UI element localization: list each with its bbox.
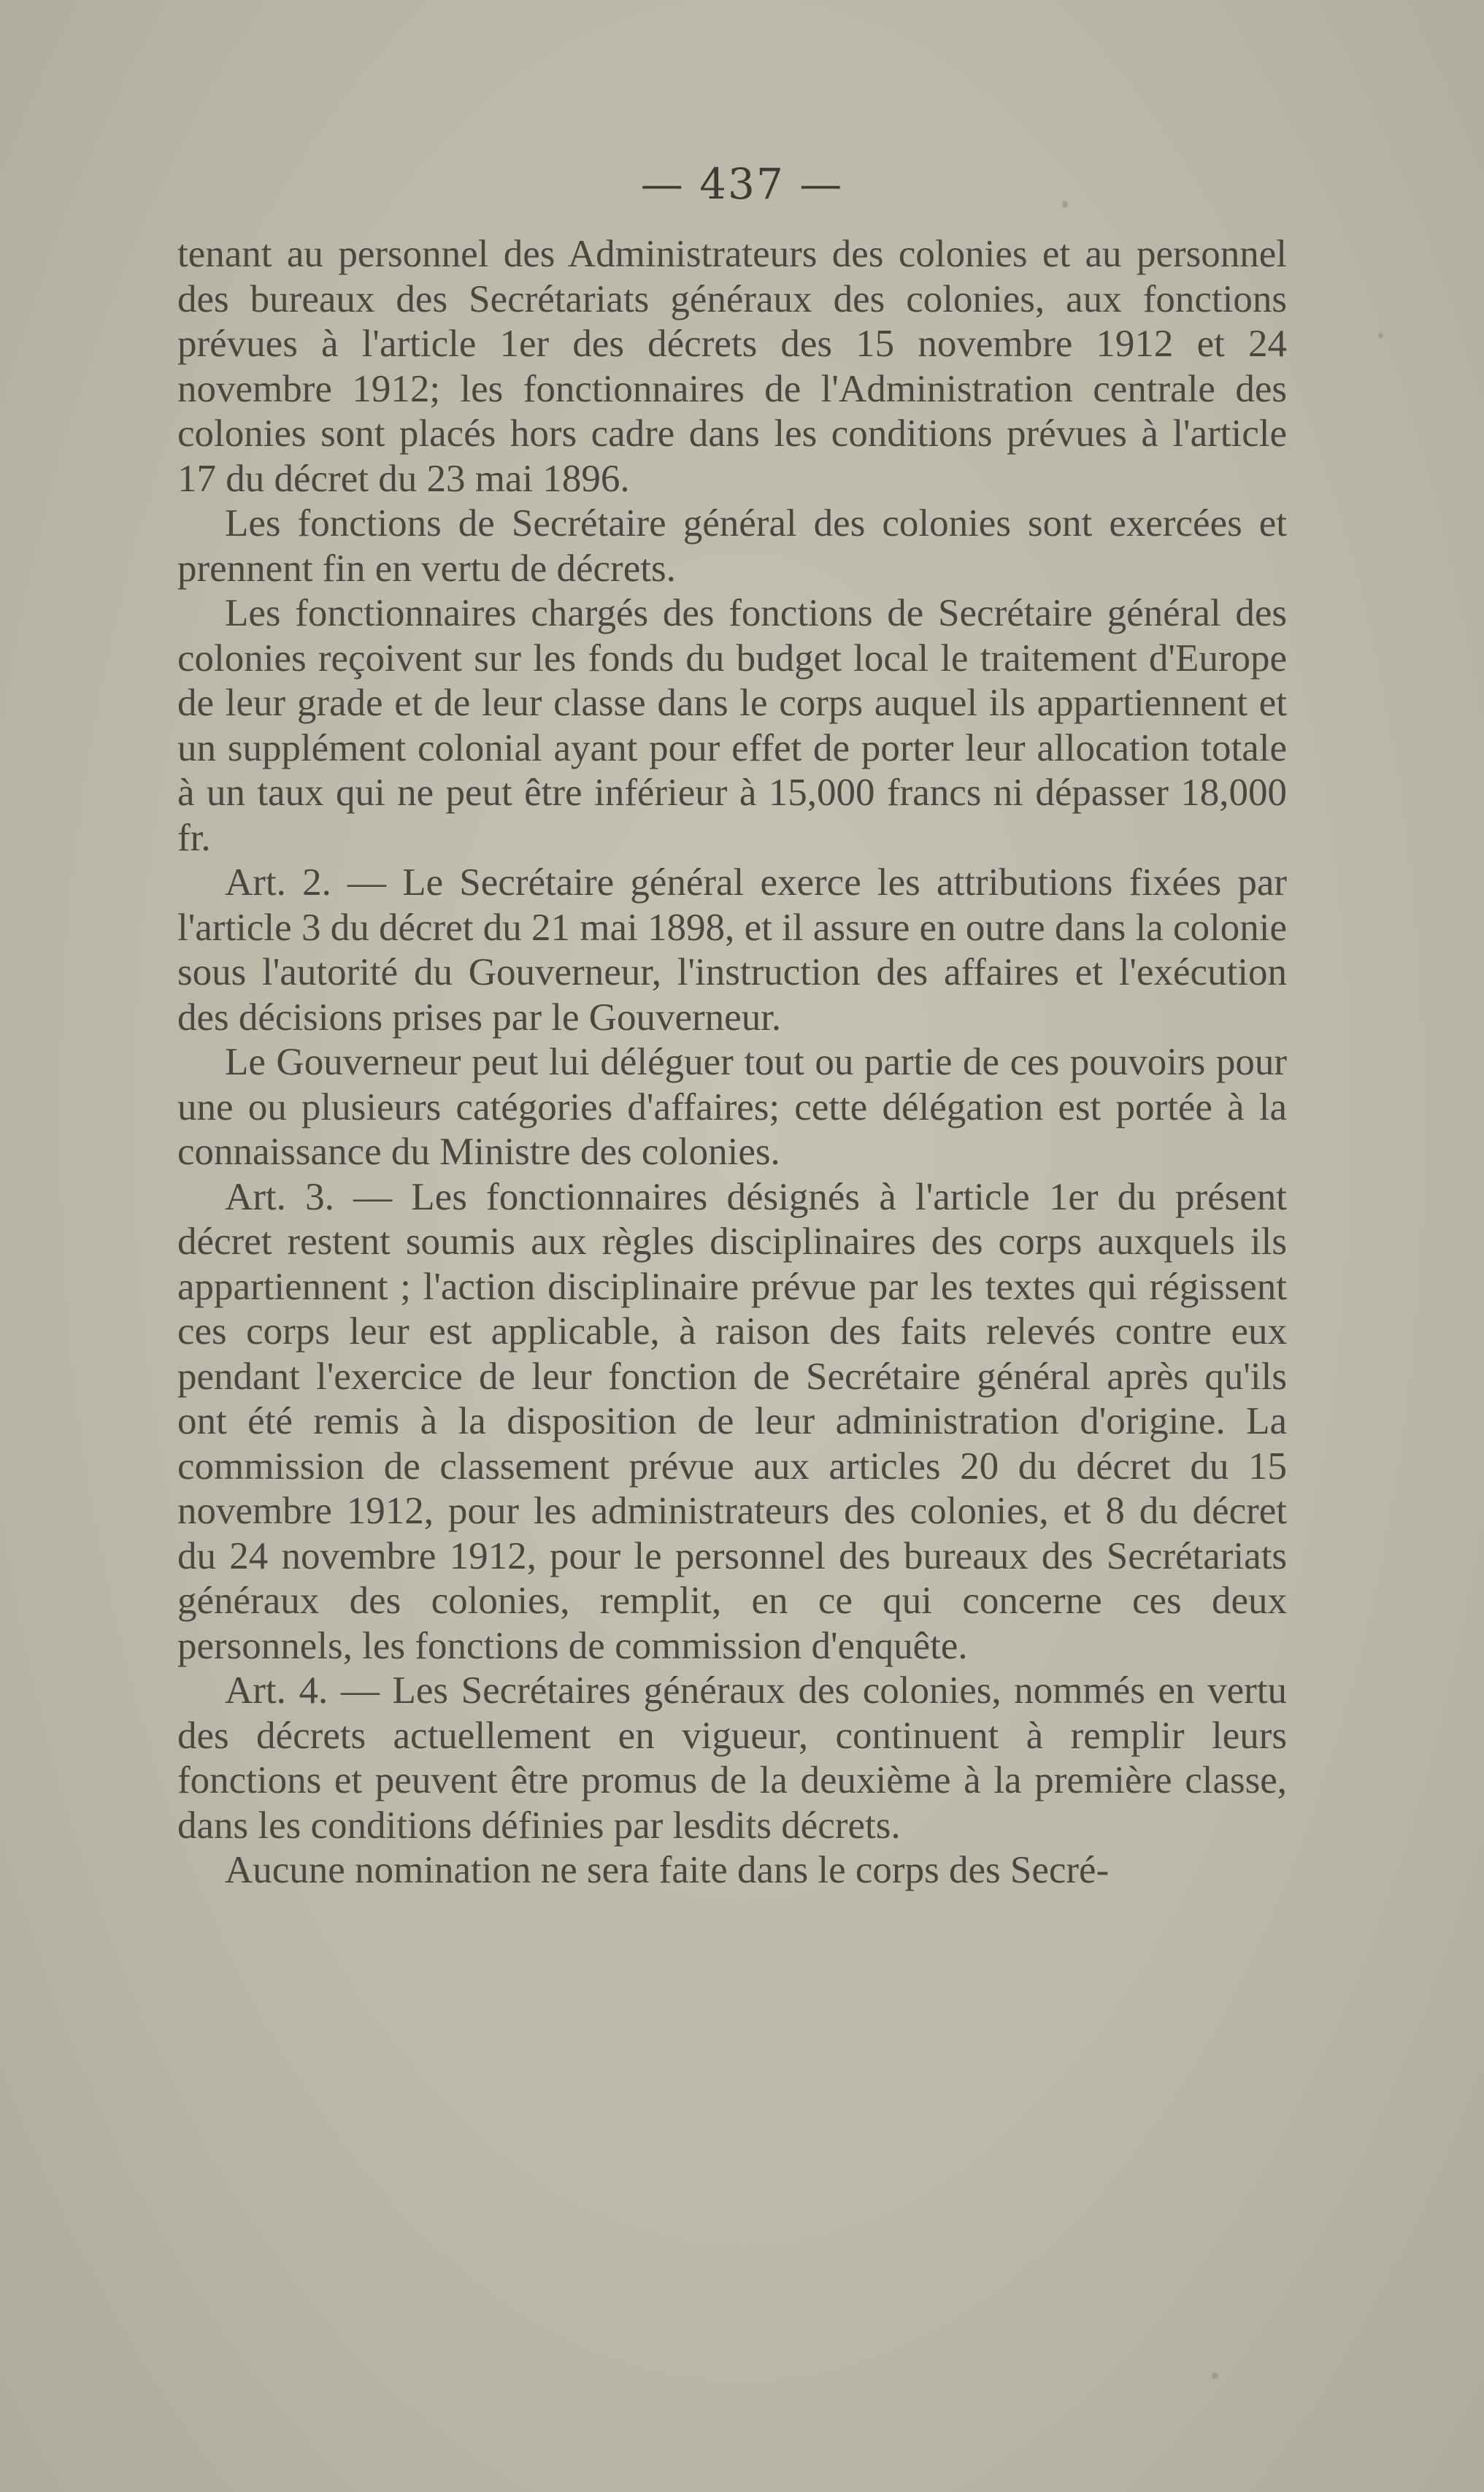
ink-speck (1212, 2372, 1218, 2379)
page-number: — 437 — (640, 159, 844, 209)
paragraph: Art. 4. — Les Secrétaires généraux des colonies, nommés en vertu des décrets actuellement en vigueur, continuent à remplir leurs fonctions et peuvent être promus de la deuxième à la première classe, dans les conditions définies par lesdits décrets. (177, 1669, 1287, 1847)
paragraph: Aucune nomination ne sera faite dans le corps des Secré- (225, 1849, 1110, 1891)
paragraph: Les fonctions de Secrétaire général des colonies sont exercées et prennent fin en vertu de décrets. (177, 502, 1287, 590)
paragraph: Art. 2. — Le Secrétaire général exerce les attributions fixées par l'article 3 du décret du 21 mai 1898, et il assure en outre dans la colonie sous l'autorité du Gouverneur, l'instruction des affaires et l'exécution des décisions prises par le Gouverneur. (177, 861, 1287, 1039)
ink-speck (1378, 332, 1383, 339)
paragraph: Art. 3. — Les fonctionnaires désignés à l'article 1er du présent décret restent soumis aux règles disciplinaires des corps auxquels ils appartiennent ; l'action disciplinaire prévue par les textes qui régissent ces corps leur est applicable, à raison des faits relevés contre eux pendant l'exercice de leur fonction de Secrétaire général après qu'ils ont été remis à la disposition de leur administration d'origine. La commission de classement prévue aux articles 20 du décret du 15 novembre 1912, pour les administrateurs des colonies, et 8 du décret du 24 novembre 1912, pour le personnel des bureaux des Secrétariats généraux des colonies, remplit, en ce qui concerne ces deux personnels, les fonctions de commission d'enquête. (177, 1175, 1287, 1667)
paragraph: tenant au personnel des Administrateurs des colonies et au personnel des bureaux des Secrétariats généraux des colonies, aux fonctions prévues à l'article 1er des décrets des 15 novembre 1912 et 24 novembre 1912; les fonctionnaires de l'Administration centrale des colonies sont placés hors cadre dans les conditions prévues à l'article 17 du décret du 23 mai 1896. (177, 233, 1287, 500)
body-text (177, 232, 1287, 1893)
paragraph: Le Gouverneur peut lui déléguer tout ou partie de ces pouvoirs pour une ou plusieurs catégories d'affaires; cette délégation est portée à la connaissance du Ministre des colonies. (177, 1041, 1287, 1173)
paragraph: Les fonctionnaires chargés des fonctions de Secrétaire général des colonies reçoivent sur les fonds du budget local le traitement d'Europe de leur grade et de leur classe dans le corps auquel ils appartiennent et un supplément colonial ayant pour effet de porter leur allocation totale à un taux qui ne peut être inférieur à 15,000 francs ni dépasser 18,000 fr. (177, 592, 1287, 859)
